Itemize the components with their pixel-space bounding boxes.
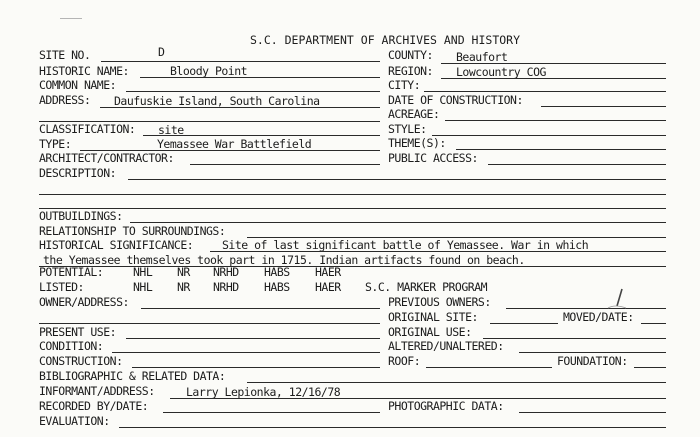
classification-value: site — [158, 123, 184, 137]
common-name-label: COMMON NAME: — [39, 78, 117, 92]
style-line — [432, 135, 666, 136]
historic-name-value: Bloody Point — [170, 64, 248, 78]
public-access-line — [488, 164, 666, 165]
owner-address-label: OWNER/ADDRESS: — [39, 295, 129, 309]
moved-date-line — [641, 323, 666, 324]
type-label: TYPE: — [39, 137, 72, 151]
listed-nhl: NHL — [133, 280, 153, 294]
previous-owners-label: PREVIOUS OWNERS: — [388, 295, 491, 309]
informant-value: Larry Lepionka, 12/16/78 — [186, 385, 341, 399]
acreage-label: ACREAGE: — [388, 107, 440, 121]
potential-label: POTENTIAL: — [39, 265, 104, 279]
city-line — [424, 91, 666, 92]
moved-date-label: MOVED/DATE: — [563, 310, 634, 324]
bibliographic-label: BIBLIOGRAPHIC & RELATED DATA: — [39, 369, 226, 383]
description-line-1 — [128, 179, 666, 180]
evaluation-label: EVALUATION: — [39, 414, 110, 428]
potential-habs: HABS — [264, 265, 290, 279]
common-name-line — [126, 91, 380, 92]
address-line — [100, 107, 380, 108]
county-value: Beaufort — [456, 50, 508, 64]
site-no-label: SITE NO. — [39, 48, 91, 62]
roof-label: ROOF: — [388, 354, 421, 368]
photographic-data-label: PHOTOGRAPHIC DATA: — [388, 399, 504, 413]
site-no-value: D — [158, 45, 165, 59]
owner-address-line — [141, 308, 380, 309]
altered-line — [519, 352, 666, 353]
themes-line — [456, 149, 666, 150]
owner-address-line-2 — [39, 323, 380, 324]
listed-nr: NR — [177, 280, 190, 294]
outbuildings-line — [130, 222, 666, 223]
potential-nr: NR — [177, 265, 190, 279]
original-use-line — [483, 338, 666, 339]
historical-significance-label: HISTORICAL SIGNIFICANCE: — [39, 238, 194, 252]
listed-haer: HAER — [315, 280, 341, 294]
potential-nhl: NHL — [133, 265, 153, 279]
foundation-label: FOUNDATION: — [557, 354, 628, 368]
address-label: ADDRESS: — [39, 93, 91, 107]
county-label: COUNTY: — [388, 48, 433, 62]
date-of-construction-line — [541, 106, 666, 107]
region-value: Lowcountry COG — [456, 65, 546, 79]
description-label: DESCRIPTION: — [39, 166, 117, 180]
construction-line — [132, 367, 380, 368]
condition-label: CONDITION: — [39, 339, 104, 353]
significance-text-2: the Yemassee themselves took part in 1715. Indian artifacts found on beach. — [43, 253, 525, 267]
original-use-label: ORIGINAL USE: — [388, 325, 472, 339]
classification-label: CLASSIFICATION: — [39, 122, 136, 136]
themes-label: THEME(S): — [388, 136, 446, 150]
altered-label: ALTERED/UNALTERED: — [388, 339, 504, 353]
handwritten-mark — [600, 286, 630, 316]
region-line — [441, 78, 666, 79]
listed-label: LISTED: — [39, 280, 84, 294]
historic-name-label: HISTORIC NAME: — [39, 64, 129, 78]
present-use-label: PRESENT USE: — [39, 325, 117, 339]
public-access-label: PUBLIC ACCESS: — [388, 151, 478, 165]
significance-text-1: Site of last significant battle of Yemassee. War in which — [222, 238, 589, 252]
construction-label: CONSTRUCTION: — [39, 354, 123, 368]
significance-line-1 — [210, 251, 666, 252]
recorded-by-label: RECORDED BY/DATE: — [39, 399, 149, 413]
condition-line — [112, 352, 380, 353]
outbuildings-label: OUTBUILDINGS: — [39, 209, 123, 223]
original-site-label: ORIGINAL SITE: — [388, 310, 478, 324]
classification-line — [143, 135, 380, 136]
architect-line — [190, 164, 380, 165]
bibliographic-line — [247, 382, 666, 383]
foundation-line — [634, 367, 666, 368]
county-line — [441, 63, 666, 64]
previous-owners-line — [506, 308, 666, 309]
type-value: Yemassee War Battlefield — [157, 137, 312, 151]
site-no-line — [101, 61, 380, 62]
listed-habs: HABS — [264, 280, 290, 294]
recorded-by-line — [163, 412, 380, 413]
potential-nrhd: NRHD — [213, 265, 239, 279]
relationship-label: RELATIONSHIP TO SURROUNDINGS: — [39, 224, 226, 238]
address-value: Daufuskie Island, South Carolina — [114, 94, 320, 108]
style-label: STYLE: — [388, 122, 427, 136]
form-title: S.C. DEPARTMENT OF ARCHIVES AND HISTORY — [250, 33, 521, 47]
potential-haer: HAER — [315, 265, 341, 279]
city-label: CITY: — [388, 78, 421, 92]
marker-program-label: S.C. MARKER PROGRAM — [365, 280, 488, 294]
description-line-3 — [39, 208, 666, 209]
original-site-line — [490, 323, 558, 324]
acreage-line — [445, 120, 666, 121]
date-of-construction-label: DATE OF CONSTRUCTION: — [388, 93, 523, 107]
informant-label: INFORMANT/ADDRESS: — [39, 384, 155, 398]
historic-name-line — [140, 77, 380, 78]
present-use-line — [126, 338, 380, 339]
region-label: REGION: — [388, 64, 433, 78]
evaluation-line — [119, 427, 666, 428]
architect-label: ARCHITECT/CONTRACTOR: — [39, 151, 174, 165]
description-line-2 — [39, 194, 666, 195]
listed-nrhd: NRHD — [213, 280, 239, 294]
roof-line — [426, 367, 552, 368]
photographic-data-line — [519, 412, 666, 413]
top-left-mark — [60, 18, 82, 19]
